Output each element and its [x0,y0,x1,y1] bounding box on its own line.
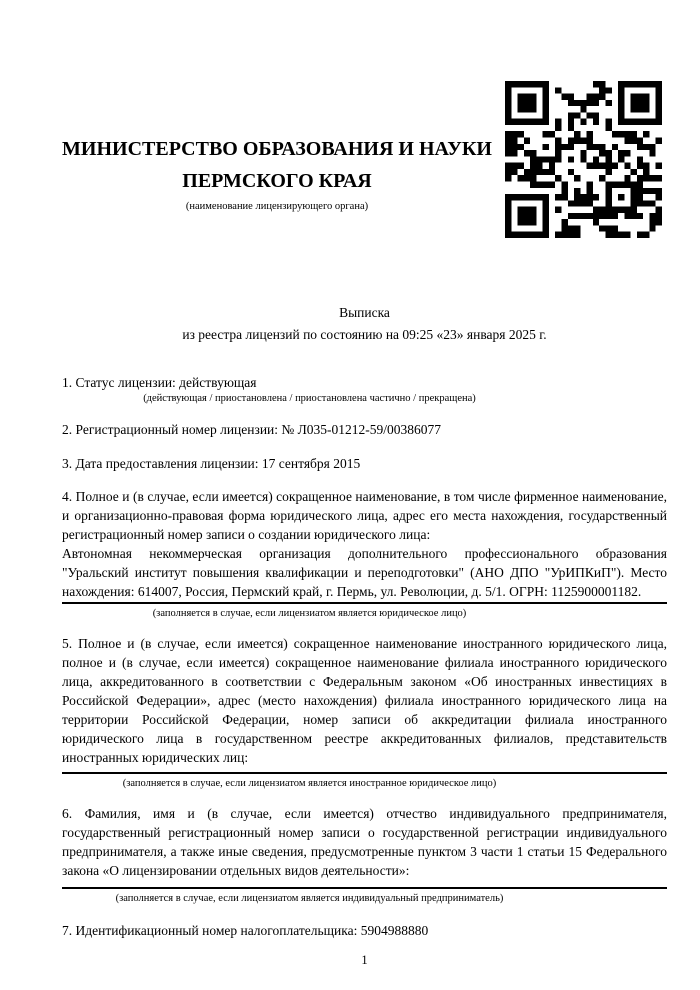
legal-entity-value: Автономная некоммерческая организация дополнительного профессионального образования "Уральский институт повышения квалификации и переподготовки" (АНО ДПО "УрИПКиП"). Место нахождения: 614007, Россия, Пермский край, г. Пермь, ул. Революции, д. 5/1. ОГРН: 1125900001182. [62,546,667,599]
status-options-caption: (действующая / приостановлена / приостановлена частично / прекращена) [143,393,476,404]
document-content [62,0,667,968]
document-title-line1: Выписка [339,305,390,320]
entrepreneur-caption: (заполняется в случае, если лицензиатом является индивидуальный предприниматель) [115,893,504,904]
foreign-entity-caption: (заполняется в случае, если лицензиатом является иностранное юридическое лицо) [122,778,497,789]
license-status-line: 1. Статус лицензии: действующая [62,375,257,390]
fill-rule-legal-entity [62,602,667,604]
licensing-authority-caption: (наименование лицензирующего органа) [185,201,369,212]
ministry-name-line2: ПЕРМСКОГО КРАЯ [182,170,372,192]
licensing-authority-header [62,133,492,213]
document-title [62,302,667,346]
entrepreneur-description: 6. Фамилия, имя и (в случае, если имеется) отчество индивидуального предпринимателя, государственный регистрационный номер записи о государственной регистрации индивидуального предпринимателя, а также иные сведения, предусмотренные пунктом 3 части 1 статьи 15 Федерального закона «О лицензировании отдельных видов деятельности»: [62,806,667,878]
fill-rule-entrepreneur [62,887,667,889]
license-grant-date-line: 3. Дата предоставления лицензии: 17 сентября 2015 [62,456,361,471]
legal-entity-description: 4. Полное и (в случае, если имеется) сокращенное наименование, в том числе фирменное наименование, и организационно-правовая форма юридического лица, адрес его места нахождения, государственный регистрационный номер записи о создании юридического лица: [62,489,667,542]
fill-rule-foreign-entity [62,772,667,774]
license-reg-number-line: 2. Регистрационный номер лицензии: № Л035-01212-59/00386077 [62,422,442,437]
page-number: 1 [361,953,368,967]
legal-entity-caption: (заполняется в случае, если лицензиатом является юридическое лицо) [152,608,467,619]
taxpayer-inn-line: 7. Идентификационный номер налогоплательщика: 5904988880 [62,923,429,938]
document-title-line2: из реестра лицензий по состоянию на 09:25 «23» января 2025 г. [182,327,547,342]
ministry-name-line1: МИНИСТЕРСТВО ОБРАЗОВАНИЯ И НАУКИ [62,138,492,160]
foreign-entity-description: 5. Полное и (в случае, если имеется) сокращенное наименование иностранного юридического лица, полное и (в случае, если имеется) сокращенное наименование филиала иностранного юридического лица, аккредитованного в соответствии с Федеральным законом «Об иностранных инвестициях в Российской Федерации», адрес (место нахождения) филиала иностранного юридического лица на территории Российской Федерации, номер записи об аккредитации филиала иностранного юридического лица в государственном реестре аккредитованных филиалов, представительств иностранных юридических лиц: [62,636,667,765]
